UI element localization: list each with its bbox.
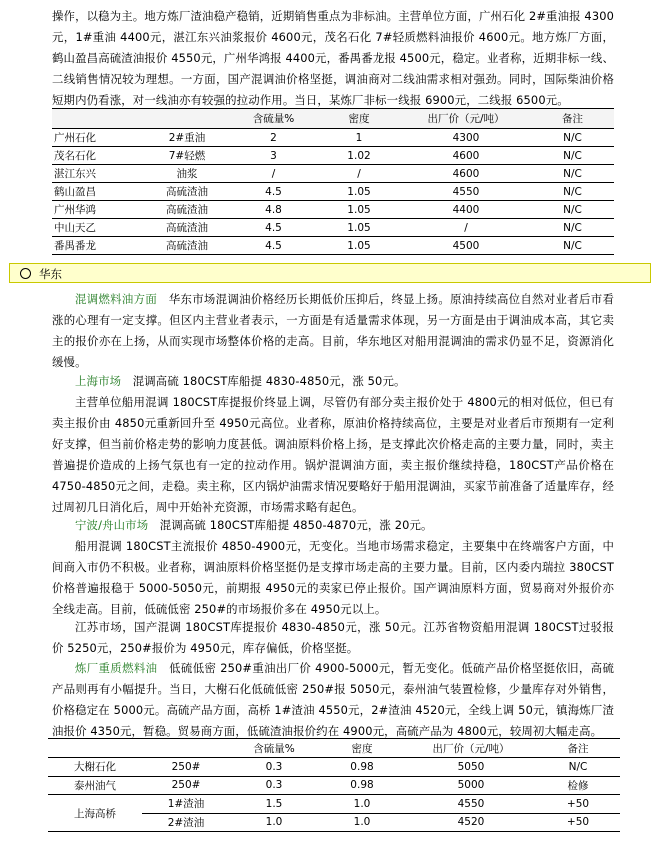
refinery-cell: 广州华鸿: [52, 201, 144, 219]
product-cell: 7#轻燃: [144, 147, 230, 165]
refinery-cell: 湛江东兴: [52, 165, 144, 183]
sulfur-cell: 4.5: [230, 237, 317, 255]
density-cell: 0.98: [318, 758, 406, 777]
paragraph-text: 混调高硫 180CST库船提 4850-4870元，涨 20元。: [148, 518, 433, 532]
sulfur-cell: 4.5: [230, 219, 317, 237]
table-row: [48, 758, 620, 777]
price-cell: /: [401, 219, 531, 237]
paragraph-text: 混调高硫 180CST库船提 4830-4850元，涨 50元。: [121, 374, 406, 388]
product-cell: 250#: [142, 776, 230, 795]
sulfur-cell: 4.8: [230, 201, 317, 219]
product-cell: 高硫渣油: [144, 219, 230, 237]
density-cell: 1.05: [317, 237, 401, 255]
product-cell: 250#: [142, 758, 230, 777]
intro-paragraph: 操作，以稳为主。地方炼厂渣油稳产稳销，近期销售重点为非标油。主营单位方面，广州石化 2#重油报 4300元，1#重油 4400元，湛江东兴油浆报价 4600元，茂名石化 7#轻质燃料油报价 4600元。地方炼厂方面，鹤山盈昌高硫渣油报价 4550元，广州华鸿报 4400元，番禺番龙报 4500元，稳定。业者称，近期非标一线、二线销售情况较为理想。一方面，国产混调油价格坚挺，调油商对二线油需求相对强劲。同时，国际柴油价格短期内仍看涨，对一线油亦有较强的拉动作用。当日，某炼厂非标一线报 6900元，二线报 6500元。: [52, 9, 615, 107]
density-cell: 1.05: [317, 183, 401, 201]
paragraph-label: 炼厂重质燃料油: [75, 661, 158, 675]
refinery-cell: 茂名石化: [52, 147, 144, 165]
note-cell: N/C: [531, 219, 614, 237]
note-cell: N/C: [531, 147, 614, 165]
price-cell: 4500: [401, 237, 531, 255]
density-cell: 1.05: [317, 201, 401, 219]
refinery-cell: 泰州油气: [48, 776, 142, 795]
paragraph-label: 混调燃料油方面: [75, 292, 158, 306]
density-cell: 1: [317, 129, 401, 147]
sulfur-cell: 4.5: [230, 183, 317, 201]
header-cell: 备注: [536, 739, 620, 758]
table-row: [48, 776, 620, 795]
density-cell: 1.0: [318, 795, 406, 814]
refinery-heavy-fuel-paragraph: [52, 658, 614, 742]
ningbo-detail-paragraph: 船用混调 180CST主流报价 4850-4900元，无变化。当地市场需求稳定，主要集中在终端客户方面，中间商入市仍不积极。业者称，调油原料价格坚挺仍是支撑市场走高的主要力量。目前，区内委内瑞拉 380CST价格普遍报稳于 5000-5050元，前期报 4950元的卖家已停止报价。国产调油原料方面，贸易商对外报价亦全线走高。目前，低硫低密 250#的市场报价多在 4950元以上。: [52, 539, 614, 616]
sulfur-cell: 1.5: [230, 795, 318, 814]
table-header-row: [48, 739, 620, 758]
shanghai-market-paragraph: [52, 371, 614, 392]
refinery-cell: 上海高桥: [48, 795, 142, 832]
header-cell: [142, 739, 230, 758]
table-row: [52, 183, 614, 201]
product-cell: 高硫渣油: [144, 201, 230, 219]
paragraph-label: 宁波/舟山市场: [75, 518, 149, 532]
refinery-cell: 鹤山盈昌: [52, 183, 144, 201]
table-row: [52, 237, 614, 255]
note-cell: N/C: [531, 165, 614, 183]
price-cell: 4400: [401, 201, 531, 219]
product-cell: 高硫渣油: [144, 237, 230, 255]
table-header-row: [52, 109, 614, 129]
price-cell: 4600: [401, 147, 531, 165]
note-cell: N/C: [531, 237, 614, 255]
paragraph-text: 华东市场混调油价格经历长期低价压抑后，终显上扬。原油持续高位自然对业者后市看涨的心理有一定支撑。但区内主营业者表示，一方面是有适量需求体现，另一方面是由于调油成本高，其它卖主的报价亦在上扬，从而实现市场整体价格的走高。目前，华东地区对船用混调油的需求仍显不足，资源消化缓慢。: [52, 292, 614, 369]
sulfur-cell: 2: [230, 129, 317, 147]
price-cell: 4550: [406, 795, 536, 814]
table-row: [52, 147, 614, 165]
header-cell: 密度: [317, 109, 401, 129]
note-cell: 检修: [536, 776, 620, 795]
south-china-price-table: [52, 108, 614, 255]
ningbo-market-paragraph: [52, 515, 614, 536]
header-cell: [144, 109, 230, 129]
header-cell: 密度: [318, 739, 406, 758]
note-cell: N/C: [531, 183, 614, 201]
density-cell: 1.0: [318, 813, 406, 832]
header-cell: 出厂价（元/吨）: [406, 739, 536, 758]
table-row: [48, 795, 620, 814]
section-header-east-china: [9, 263, 651, 283]
density-cell: 1.05: [317, 219, 401, 237]
note-cell: N/C: [536, 758, 620, 777]
blended-fuel-paragraph: [52, 289, 614, 373]
note-cell: +50: [536, 813, 620, 832]
price-cell: 4300: [401, 129, 531, 147]
price-cell: 4550: [401, 183, 531, 201]
sulfur-cell: 1.0: [230, 813, 318, 832]
note-cell: N/C: [531, 201, 614, 219]
sulfur-cell: 0.3: [230, 776, 318, 795]
price-cell: 4520: [406, 813, 536, 832]
product-cell: 高硫渣油: [144, 183, 230, 201]
circle-bullet-icon: [20, 268, 31, 279]
product-cell: 油浆: [144, 165, 230, 183]
note-cell: +50: [536, 795, 620, 814]
product-cell: 1#渣油: [142, 795, 230, 814]
density-cell: 1.02: [317, 147, 401, 165]
price-cell: 5050: [406, 758, 536, 777]
density-cell: /: [317, 165, 401, 183]
refinery-cell: 中山天乙: [52, 219, 144, 237]
note-cell: N/C: [531, 129, 614, 147]
header-cell: 含硫量%: [230, 109, 317, 129]
header-cell: [52, 109, 144, 129]
paragraph-label: 上海市场: [75, 374, 122, 388]
price-cell: 5000: [406, 776, 536, 795]
refinery-cell: 番禺番龙: [52, 237, 144, 255]
product-cell: 2#重油: [144, 129, 230, 147]
table-row: [52, 201, 614, 219]
section-title: 华东: [39, 267, 62, 281]
product-cell: 2#渣油: [142, 813, 230, 832]
header-cell: [48, 739, 142, 758]
header-cell: 含硫量%: [230, 739, 318, 758]
sulfur-cell: 3: [230, 147, 317, 165]
header-cell: 备注: [531, 109, 614, 129]
sulfur-cell: /: [230, 165, 317, 183]
paragraph-text: 低硫低密 250#重油出厂价 4900-5000元，暂无变化。低硫产品价格坚挺依旧，高硫产品则再有小幅提升。当日，大榭石化低硫低密 250#报 5050元，泰州油气装置检修，少量库存对外销售，价格稳定在 5000元。高硫产品方面，高桥 1#渣油 4550元，2#渣油 4520元，全线上调 50元，镇海炼厂渣油报价 4350元，暂稳。贸易商方面，低硫渣油报价约在 4900元，高硫产品为 4800元，较周初大幅走高。: [52, 661, 614, 738]
shanghai-detail-paragraph: 主营单位船用混调 180CST库提报价终显上调，尽管仍有部分卖主报价处于 4800元的相对低位，但已有卖主报价由 4850元重新回升至 4950元高位。业者称，原油价格持续高位，主要是对业者后市预期有一定利好支撑，但当前价格走势的影响力度甚低。调油原料价格上扬，是支撑此次价格走高的主要力量，同时，卖主普遍提价造成的上扬气氛也有一定的拉动作用。锅炉混调油方面，卖主报价继续持稳，180CST产品价格在 4750-4850元之间，走稳。卖主称，区内锅炉油需求情况要略好于船用混调油，买家节前准备了适量库存，经过周初几日消化后，周中开始补充资源，市场需求略有起色。: [52, 395, 614, 514]
jiangsu-paragraph: 江苏市场，国产混调 180CST库提报价 4830-4850元，涨 50元。江苏省物资船用混调 180CST过驳报价 5250元，250#报价为 4950元，库存偏低，价格坚挺。: [52, 620, 614, 655]
density-cell: 0.98: [318, 776, 406, 795]
refinery-cell: 广州石化: [52, 129, 144, 147]
table-row: [52, 165, 614, 183]
refinery-cell: 大榭石化: [48, 758, 142, 777]
header-cell: 出厂价（元/吨）: [401, 109, 531, 129]
east-china-refinery-table: [48, 738, 620, 832]
sulfur-cell: 0.3: [230, 758, 318, 777]
table-row: [52, 129, 614, 147]
table-row: [52, 219, 614, 237]
price-cell: 4600: [401, 165, 531, 183]
